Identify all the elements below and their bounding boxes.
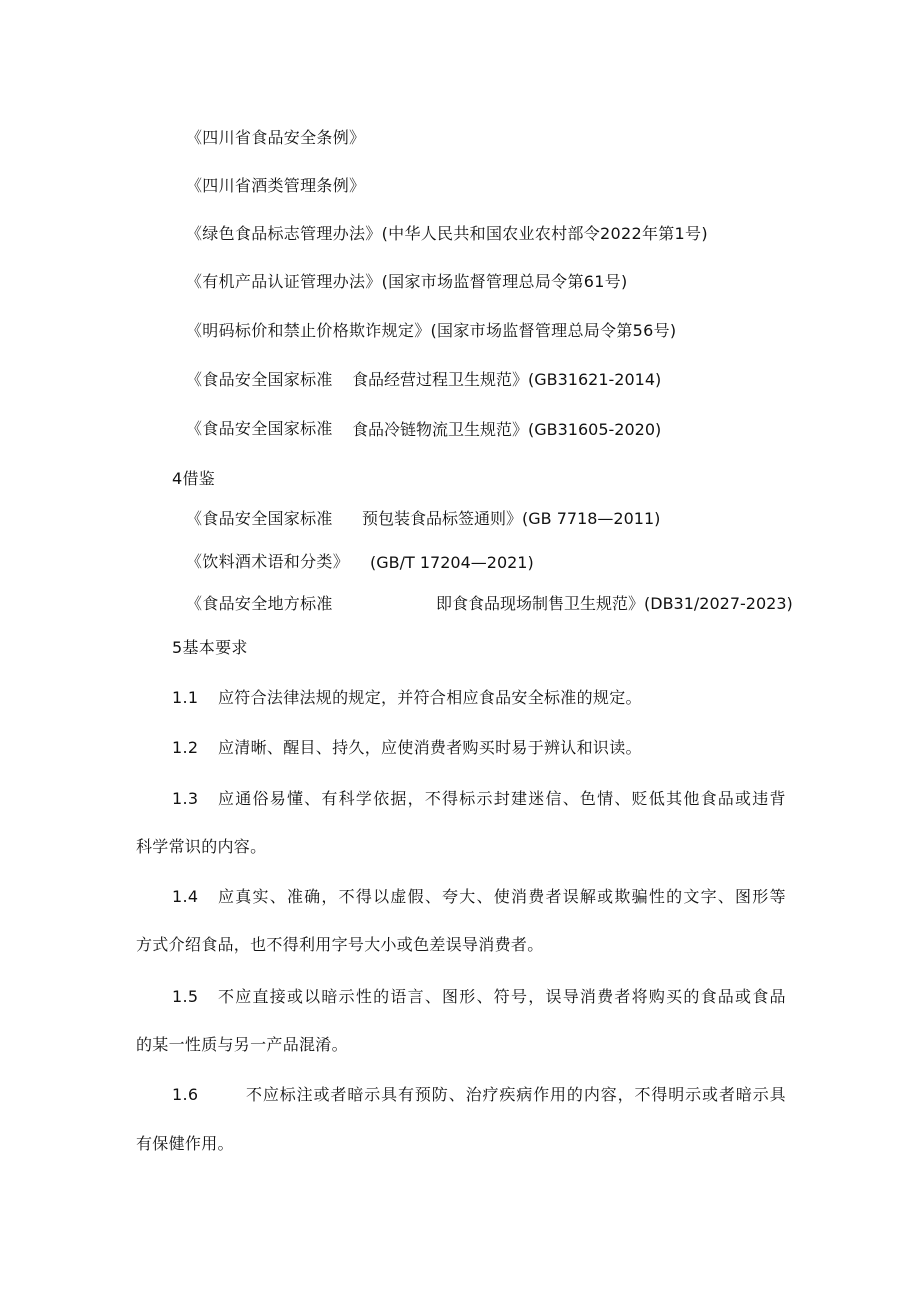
clause-number: 1.4: [172, 887, 199, 906]
clause-text-continued: 有保健作用。: [136, 1134, 234, 1153]
clause-text: 应 真 实 、 准 确 ， 不 得 以 虚 假 、 夸 大 、 使 消 费 者 误 解 或 欺 骗 性 的 文 字 、 图 形 等: [218, 887, 786, 906]
clause-number: 1.1: [172, 688, 199, 707]
clause-number: 1.5: [172, 987, 199, 1006]
clause-text: 应符合法律法规的规定，并符合相应食品安全标准的规定。: [218, 688, 642, 707]
clause-number: 1.2: [172, 738, 199, 757]
clause-number: 1.6: [172, 1085, 199, 1104]
clause-text: 应 通 俗 易 懂 、 有 科 学 依 据 ， 不 得 标 示 封 建 迷 信 、 色 情 、 贬 低 其 他 食 品 或 违 背: [218, 789, 786, 808]
reference-item-title: 《食品安全国家标准: [186, 370, 333, 389]
reference-item-title: 《食品安全国家标准: [186, 419, 333, 438]
reference-item-subtitle: (GB/T 17204—2021): [370, 553, 534, 572]
reference-item: 《四川省食品安全条例》: [186, 128, 366, 147]
clause-text-continued: 的某一性质与另一产品混淆。: [136, 1035, 348, 1054]
reference-item-title: 《食品安全国家标准: [186, 509, 333, 528]
reference-item-subtitle: 食品经营过程卫生规范》(GB31621-2014): [352, 370, 662, 389]
reference-item: 《有机产品认证管理办法》(国家市场监督管理总局令第61号): [186, 272, 628, 291]
clause-text-continued: 方式介绍食品，也不得利用字号大小或色差误导消费者。: [136, 935, 544, 954]
section-heading: 4借鉴: [172, 469, 216, 488]
clause-text: 不 应 标 注 或 者 暗 示 具 有 预 防 、 治 疗 疾 病 作 用 的 内 容 ， 不 得 明 示 或 者 暗 示 具: [246, 1085, 786, 1104]
clause-text: 不 应 直 接 或 以 暗 示 性 的 语 言 、 图 形 、 符 号 ， 误 导 消 费 者 将 购 买 的 食 品 或 食 品: [218, 987, 786, 1006]
reference-item-title: 《饮料酒术语和分类》: [186, 552, 350, 571]
section-heading: 5基本要求: [172, 638, 248, 657]
clause-number: 1.3: [172, 789, 199, 808]
reference-item: 《明码标价和禁止价格欺诈规定》(国家市场监督管理总局令第56号): [186, 321, 677, 340]
reference-item-title: 《食品安全地方标准: [186, 594, 333, 613]
reference-item-subtitle: 预包装食品标签通则》(GB 7718—2011): [362, 509, 661, 528]
reference-item-subtitle: 即食食品现场制售卫生规范》(DB31/2027-2023): [436, 594, 793, 613]
clause-text-continued: 科学常识的内容。: [136, 837, 267, 856]
reference-item: 《四川省酒类管理条例》: [186, 176, 366, 195]
reference-item-subtitle: 食品冷链物流卫生规范》(GB31605-2020): [352, 420, 662, 439]
clause-text: 应清晰、醒目、持久，应使消费者购买时易于辨认和识读。: [218, 738, 642, 757]
reference-item: 《绿色食品标志管理办法》(中华人民共和国农业农村部令2022年第1号): [186, 224, 708, 243]
